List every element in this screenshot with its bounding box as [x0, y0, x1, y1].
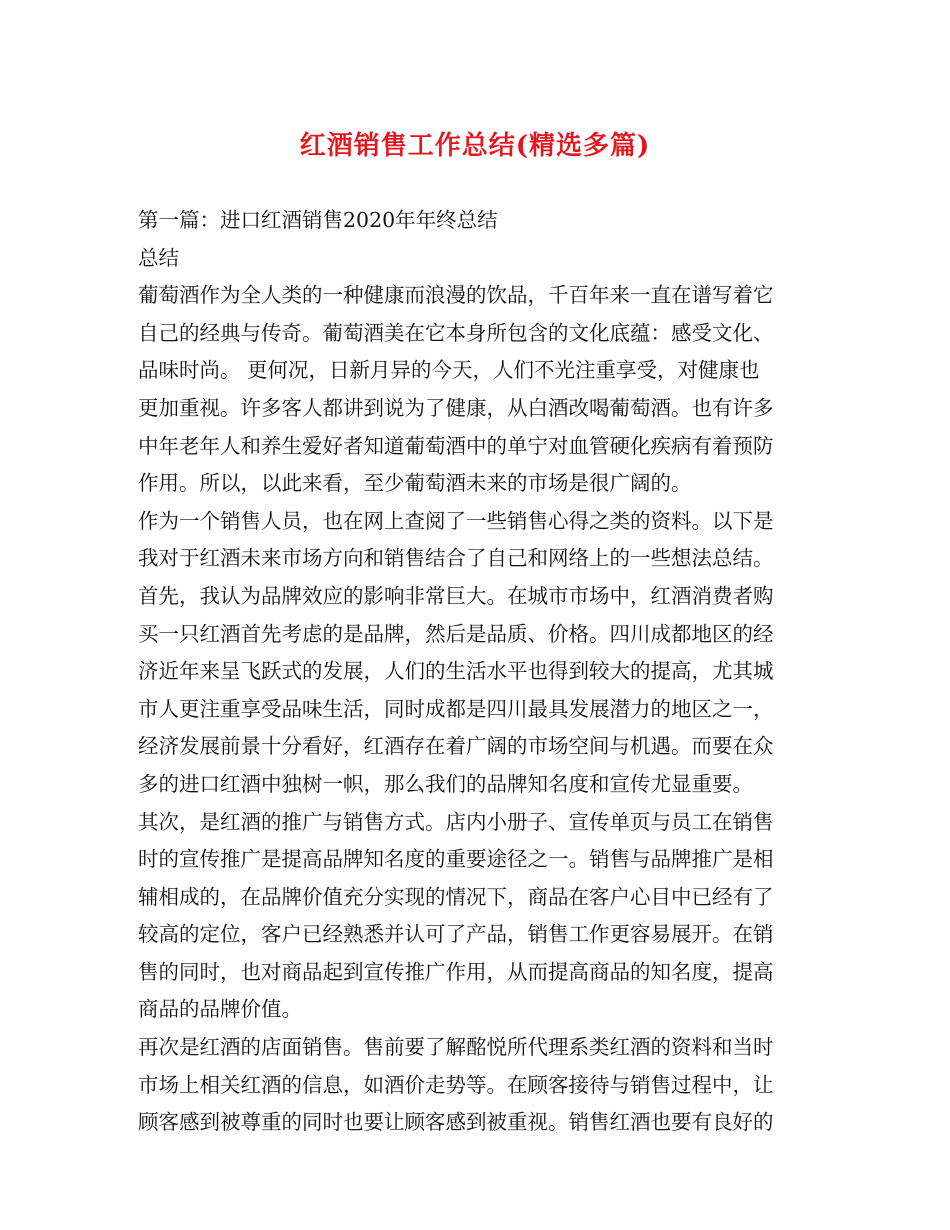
text-line: 济近年来呈飞跃式的发展，人们的生活水平也得到较大的提高，尤其城: [138, 659, 774, 684]
text-line: 辅相成的，在品牌价值充分实现的情况下，商品在客户心目中已经有了: [138, 884, 774, 909]
text-line: 自己的经典与传奇。葡萄酒美在它本身所包含的文化底蕴：感受文化、: [138, 320, 774, 345]
text-line: 再次是红酒的店面销售。售前要了解酩悦所代理系类红酒的资料和当时: [138, 1035, 774, 1060]
text-line: 顾客感到被尊重的同时也要让顾客感到被重视。销售红酒也要有良好的: [138, 1110, 774, 1135]
text-line: 更加重视。许多客人都讲到说为了健康，从白酒改喝葡萄酒。也有许多: [138, 395, 774, 420]
text-line: 总结: [138, 245, 179, 270]
text-line: 第一篇：进口红酒销售2020年年终总结: [138, 208, 498, 232]
text-line: 时的宣传推广是提高品牌知名度的重要途径之一。销售与品牌推广是相: [138, 847, 774, 872]
text-line: 葡萄酒作为全人类的一种健康而浪漫的饮品，千百年来一直在谱写着它: [138, 283, 774, 308]
document-title: 红酒销售工作总结(精选多篇): [299, 131, 651, 161]
text-line: 商品的品牌价值。: [138, 997, 302, 1022]
text-line: 作为一个销售人员，也在网上查阅了一些销售心得之类的资料。以下是: [138, 508, 774, 533]
text-line: 首先，我认为品牌效应的影响非常巨大。在城市市场中，红酒消费者购: [138, 583, 774, 608]
text-line: 我对于红酒未来市场方向和销售结合了自己和网络上的一些想法总结。: [138, 546, 774, 571]
text-line: 中年老年人和养生爱好者知道葡萄酒中的单宁对血管硬化疾病有着预防: [138, 433, 774, 458]
text-line: 其次，是红酒的推广与销售方式。店内小册子、宣传单页与员工在销售: [138, 809, 774, 834]
text-line: 售的同时，也对商品起到宣传推广作用，从而提高商品的知名度，提高: [138, 959, 774, 984]
text-line: 较高的定位，客户已经熟悉并认可了产品，销售工作更容易展开。在销: [138, 922, 774, 947]
text-line: 买一只红酒首先考虑的是品牌，然后是品质、价格。四川成都地区的经: [138, 621, 774, 646]
text-line: 作用。所以，以此来看，至少葡萄酒未来的市场是很广阔的。: [138, 471, 692, 496]
text-line: 多的进口红酒中独树一帜，那么我们的品牌知名度和宣传尤显重要。: [138, 771, 753, 796]
text-line: 经济发展前景十分看好，红酒存在着广阔的市场空间与机遇。而要在众: [138, 734, 774, 759]
document-body: [138, 202, 818, 1142]
text-line: 品味时尚。 更何况，日新月异的今天，人们不光注重享受，对健康也: [138, 358, 760, 383]
text-line: 市人更注重享受品味生活，同时成都是四川最具发展潜力的地区之一，: [138, 696, 774, 721]
text-line: 市场上相关红酒的信息，如酒价走势等。在顾客接待与销售过程中，让: [138, 1072, 774, 1097]
